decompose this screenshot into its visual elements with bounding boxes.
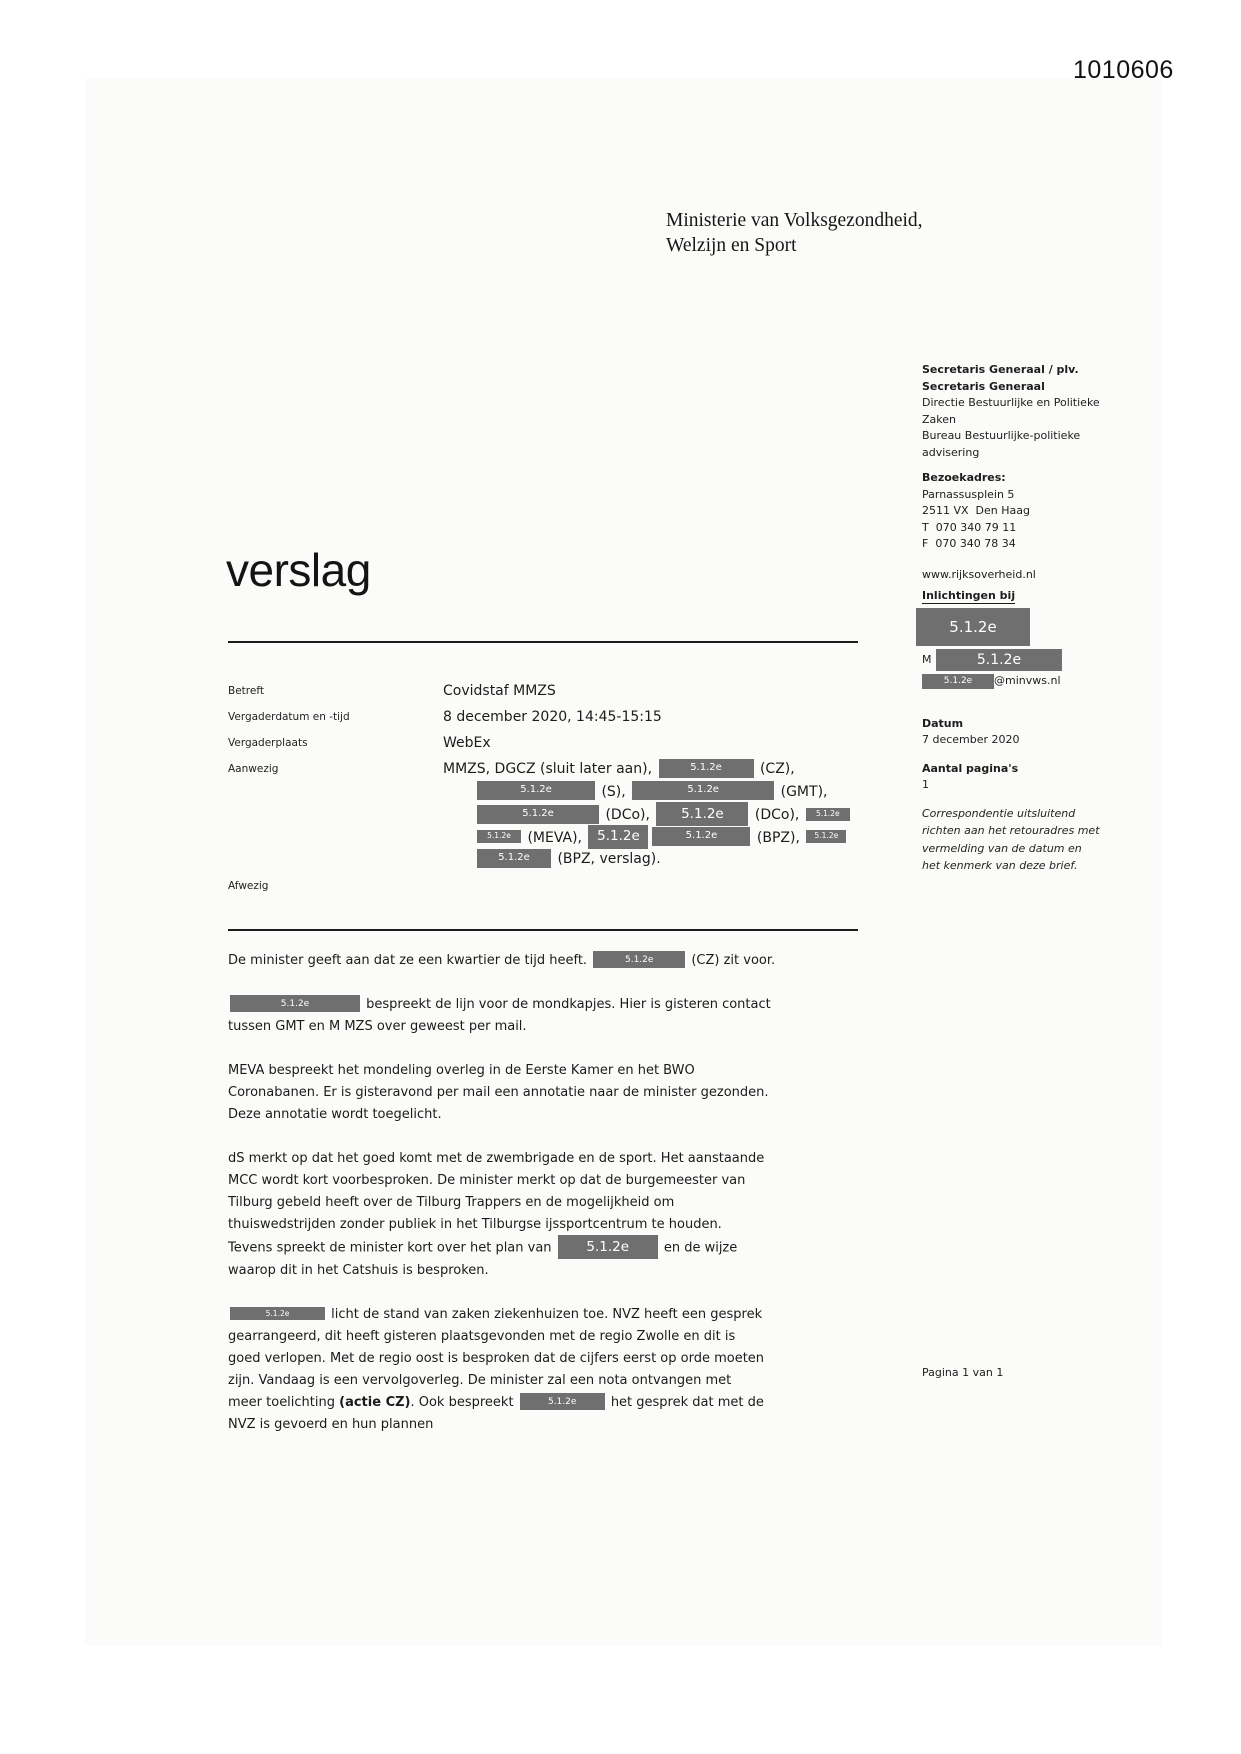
page-count-label: Aantal pagina's: [922, 761, 1019, 775]
body-text-segment: (BPZ),: [752, 829, 805, 846]
body-text-segment: gearrangeerd, dit heeft gisteren plaatsgevonden met de regio Zwolle en dit is: [228, 1329, 736, 1344]
email-domain: @minvws.nl: [994, 674, 1061, 687]
body-text-segment: zijn. Vandaag is een vervolgoverleg. De minister zal een nota ontvangen met: [228, 1373, 732, 1388]
meta-value: Covidstaf MMZS: [443, 683, 556, 699]
body-text-segment: MEVA bespreekt het mondeling overleg in de Eerste Kamer en het BWO: [228, 1063, 695, 1078]
mobile-row: [922, 649, 1102, 671]
absent-label: Afwezig: [228, 879, 269, 892]
body-paragraph: [228, 1060, 868, 1126]
body-text-segment: (MEVA),: [523, 829, 587, 846]
date-block: [922, 716, 1102, 749]
page-count-block: [922, 761, 1102, 794]
attendees-list: [443, 758, 852, 871]
meta-row-aanwezig: [228, 758, 888, 871]
attendees-line: [443, 758, 852, 781]
redaction-box: 5.1.2e: [659, 759, 754, 778]
body-text-segment: NVZ is gevoerd en hun plannen: [228, 1417, 434, 1432]
body-text-segment: goed verlopen. Met de regio oost is besproken dat de cijfers eerst op orde moeten: [228, 1351, 765, 1366]
org-directorate: Directie Bestuurlijke en Politieke Zaken: [922, 396, 1100, 426]
body-text-segment: tussen GMT en M MZS over geweest per mail.: [228, 1019, 527, 1034]
redaction-box: 5.1.2e: [230, 995, 360, 1012]
body-text-segment: (DCo),: [601, 807, 655, 823]
meta-label: Betreft: [228, 685, 264, 697]
body-text-segment: dS merkt op dat het goed komt met de zwembrigade en de sport. Het aanstaande: [228, 1151, 765, 1166]
ministry-name-line1: Ministerie van Volksgezondheid,: [666, 210, 923, 231]
action-item-text: (actie CZ): [339, 1395, 411, 1410]
body-paragraph: [228, 1148, 868, 1282]
body-text-segment: (S),: [597, 783, 631, 800]
org-department: Secretaris Generaal / plv. Secretaris Generaal: [922, 363, 1079, 393]
body-text-segment: MCC wordt kort voorbesproken. De minister merkt op dat de burgemeester van: [228, 1173, 746, 1188]
correspondence-note: Correspondentie uitsluitend richten aan het retouradres met vermelding van de datum en het kenmerk van deze brief.: [922, 806, 1100, 872]
body-text-segment: licht de stand van zaken ziekenhuizen toe. NVZ heeft een gesprek: [327, 1307, 763, 1322]
visit-address-city: 2511 VX Den Haag: [922, 504, 1030, 517]
body-paragraph: [228, 1304, 868, 1436]
redaction-box: 5.1.2e: [520, 1393, 605, 1410]
body-text-segment: (BPZ, verslag).: [553, 851, 661, 867]
redaction-box: 5.1.2e: [593, 951, 685, 968]
attendees-label: Aanwezig: [228, 763, 279, 775]
letterhead-sidebar: [922, 362, 1102, 875]
body-text-segment: meer toelichting: [228, 1395, 340, 1410]
report-body: [228, 950, 868, 1458]
redaction-box: 5.1.2e: [936, 649, 1062, 671]
body-text-segment: De minister geeft aan dat ze een kwartier de tijd heeft.: [228, 953, 592, 968]
redaction-box: 5.1.2e: [230, 1307, 325, 1320]
body-text-segment: (GMT),: [776, 783, 828, 800]
email-row: [922, 673, 1102, 690]
body-text-segment: bespreekt de lijn voor de mondkapjes. Hier is gisteren contact: [362, 997, 771, 1012]
attendees-line: [475, 848, 852, 871]
attendees-line: [475, 803, 852, 826]
body-text-segment: en de wijze: [659, 1240, 738, 1256]
body-paragraph: [228, 994, 868, 1038]
body-text-segment: (CZ),: [755, 761, 795, 777]
body-text-segment: Deze annotatie wordt toegelicht.: [228, 1107, 442, 1122]
body-text-segment: waarop dit in het Catshuis is besproken.: [228, 1263, 489, 1278]
ministry-wordmark: [666, 208, 923, 258]
redaction-box: 5.1.2e: [916, 608, 1030, 646]
body-text-segment: Coronabanen. Er is gisteravond per mail een annotatie naar de minister gezonden.: [228, 1085, 769, 1100]
meta-label: Vergaderdatum en -tijd: [228, 711, 350, 723]
body-text-segment: . Ook bespreekt: [410, 1395, 518, 1410]
body-text-segment: Tevens spreekt de minister kort over het plan van: [228, 1240, 556, 1256]
meta-value: 8 december 2020, 14:45-15:15: [443, 709, 662, 725]
redaction-box: 5.1.2e: [922, 674, 994, 689]
meta-label: Vergaderplaats: [228, 737, 308, 749]
page-count-value: 1: [922, 778, 929, 791]
redaction-box: 5.1.2e: [588, 825, 648, 849]
meta-row-vergaderplaats: [228, 732, 888, 754]
org-block: [922, 362, 1102, 461]
body-text-segment: thuiswedstrijden zonder publiek in het Tilburgse ijssportcentrum te houden.: [228, 1217, 722, 1232]
redaction-box: 5.1.2e: [477, 781, 595, 800]
meta-value: WebEx: [443, 735, 491, 751]
body-text-segment: MMZS, DGCZ (sluit later aan),: [443, 761, 657, 777]
redaction-box: 5.1.2e: [477, 849, 551, 868]
attendees-line: [475, 781, 852, 804]
body-text-segment: het gesprek dat met de: [606, 1395, 764, 1410]
horizontal-rule-top: [228, 641, 858, 643]
inquiries-label: Inlichtingen bij: [922, 589, 1016, 602]
mobile-prefix: M: [922, 652, 932, 666]
attendees-line: [475, 826, 852, 849]
redaction-box: 5.1.2e: [477, 805, 599, 824]
date-label: Datum: [922, 716, 964, 730]
body-paragraph: [228, 950, 868, 972]
redaction-box: 5.1.2e: [656, 802, 748, 826]
org-bureau: Bureau Bestuurlijke-politieke advisering: [922, 429, 1081, 459]
phone-number: T 070 340 79 11: [922, 520, 1017, 534]
redaction-box: 5.1.2e: [632, 781, 774, 800]
redaction-box: 5.1.2e: [806, 830, 846, 843]
body-text-segment: (DCo),: [750, 807, 804, 823]
page-number-indicator: Pagina 1 van 1: [922, 1366, 1004, 1379]
horizontal-rule-body: [228, 929, 858, 931]
visit-address-block: [922, 470, 1102, 553]
meta-row-betreft: [228, 680, 888, 702]
visit-address-label: Bezoekadres:: [922, 471, 1006, 484]
document-number: 1010606: [1073, 56, 1174, 84]
redaction-box: 5.1.2e: [558, 1235, 658, 1259]
inquiries-block: [922, 588, 1102, 690]
meta-row-afwezig: [228, 875, 888, 897]
date-value: 7 december 2020: [922, 733, 1020, 746]
fax-number: F 070 340 78 34: [922, 537, 1016, 550]
meeting-meta-table: [228, 680, 888, 901]
meta-row-datum-tijd: [228, 706, 888, 728]
visit-address-street: Parnassusplein 5: [922, 487, 1015, 501]
body-text-segment: Tilburg gebeld heeft over de Tilburg Trappers en de mogelijkheid om: [228, 1195, 675, 1210]
redaction-box: 5.1.2e: [806, 808, 850, 821]
website-url: www.rijksoverheid.nl: [922, 567, 1036, 581]
redaction-box: 5.1.2e: [652, 827, 750, 846]
report-title: verslag: [226, 544, 371, 596]
ministry-name-line2: Welzijn en Sport: [666, 235, 797, 256]
body-text-segment: (CZ) zit voor.: [687, 953, 776, 968]
website-block: [922, 567, 1102, 584]
redaction-box: 5.1.2e: [477, 830, 521, 843]
